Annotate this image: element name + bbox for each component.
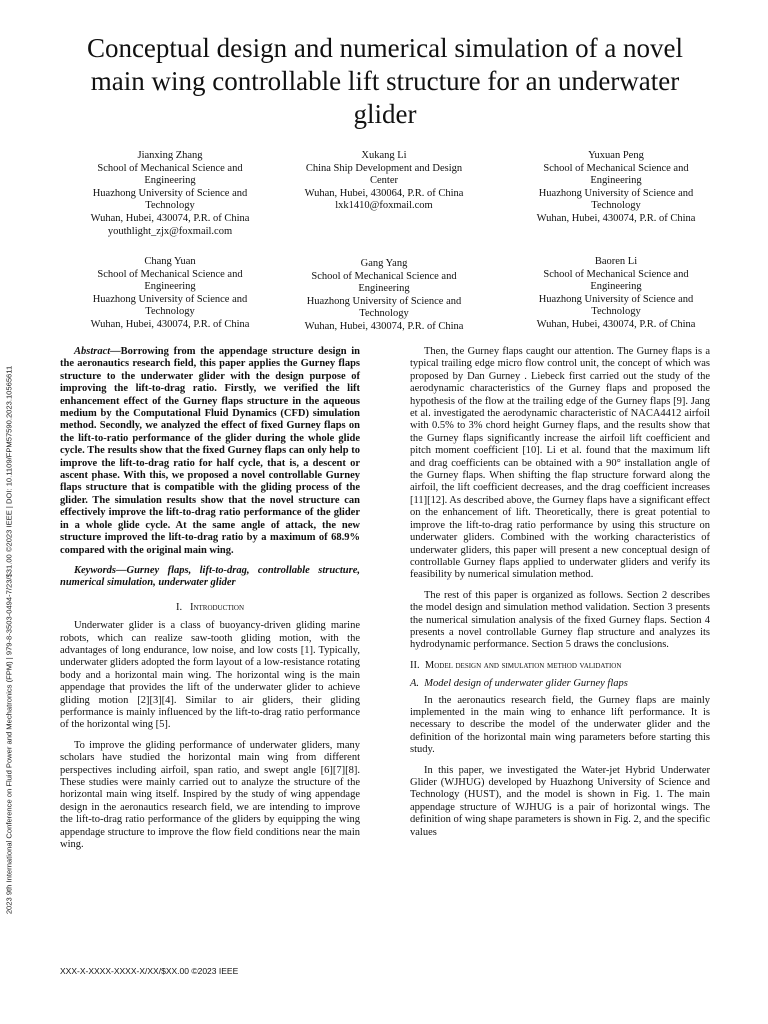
author-name: Yuxuan Peng bbox=[588, 150, 644, 161]
author-affiliation-line: China Ship Development and Design bbox=[305, 162, 463, 174]
author-affiliation-line: School of Mechanical Science and bbox=[97, 162, 243, 174]
section-number: I. bbox=[175, 601, 183, 613]
section-title: Model design and simulation method validation bbox=[424, 659, 622, 671]
author-affiliation-line: Technology bbox=[145, 200, 195, 212]
author-affiliation-line: School of Mechanical Science and bbox=[97, 268, 243, 280]
author-affiliation-line: School of Mechanical Science and bbox=[543, 268, 689, 280]
author-affiliation-line: Wuhan, Hubei, 430074, P.R. of China bbox=[536, 318, 696, 330]
body-paragraph: The rest of this paper is organized as follows. Section 2 describes the model design and simulation method validation. Section 3 presents the numerical simulation analysis of the fixed Gurney flaps. Section 4 presents a novel controllable Gurney flap structure and analyzes its hydrodynamic performance. Section 5 draws the conclusions. bbox=[410, 589, 710, 651]
body-paragraph: To improve the gliding performance of underwater gliders, many scholars have studied the horizontal main wing from different perspectives including airfoil, span ratio, and swept angle [6][7][8]. These studies were mainly carried out to analyze the structure of the horizontal main wing itself. Inspired by the study of wing appendage design in the aeronautics research field, we are intending to improve the lift-to-drag ratio performance of the gliders by equipping the wing appendage structure to improve the flow field conditions near the main wing. bbox=[60, 739, 360, 851]
author-affiliation-line: Huazhong University of Science and bbox=[538, 187, 694, 199]
author-affiliation-line: Technology bbox=[359, 308, 409, 320]
section-heading-introduction bbox=[60, 602, 360, 614]
author-email: youthlight_zjx@foxmail.com bbox=[107, 225, 233, 237]
author-affiliation-line: Technology bbox=[591, 200, 641, 212]
author-affiliation-line: Huazhong University of Science and bbox=[92, 293, 248, 305]
author-affiliation-line: School of Mechanical Science and bbox=[311, 270, 457, 282]
author-affiliation-line: Engineering bbox=[144, 175, 196, 187]
author-affiliation-line: Engineering bbox=[590, 175, 642, 187]
author-affiliation-line: Engineering bbox=[144, 281, 196, 293]
subsection-title: Model design of underwater glider Gurney flaps bbox=[424, 678, 628, 690]
right-column bbox=[410, 346, 710, 847]
paper-title: Conceptual design and numerical simulation of a novel main wing controllable lift structure for an underwater glider bbox=[86, 33, 684, 129]
author-email: lxk1410@foxmail.com bbox=[335, 200, 433, 212]
body-paragraph: Underwater glider is a class of buoyancy-driven gliding marine robots, which can realize saw-tooth gliding motion, with the advantages of long endurance, low noise, and low costs [1]. Typically, underwater gliders adopted the form layout of a low-resistance rotating body and a horizontal main wing. The horizontal wing is the main appendage that provides the lift of the underwater glider to achieve gliding motion [2][3][4]. Similar to air gliders, their gliding performance is mainly influenced by the lift-to-drag ratio performance of the horizontal wing [5]. bbox=[60, 620, 360, 731]
author-affiliation-line: School of Mechanical Science and bbox=[543, 162, 689, 174]
author-affiliation-line: Huazhong University of Science and bbox=[538, 293, 694, 305]
abstract-label: Abstract bbox=[74, 346, 111, 357]
author-name: Baoren Li bbox=[594, 256, 638, 267]
conference-sidebar-text: 2023 9th International Conference on Fluid Power and Mechatronics (FPM) | 979-8-3503-0494-7/23/$31.00 ©2023 IEEE | DOI: 10.1109/FPM57590.2023.10565611 bbox=[4, 365, 14, 915]
section-title: Introduction bbox=[189, 601, 245, 613]
author-block-2 bbox=[274, 150, 494, 213]
subsection-heading bbox=[410, 678, 710, 690]
author-affiliation-line: Wuhan, Hubei, 430074, P.R. of China bbox=[304, 320, 464, 332]
author-affiliation-line: Wuhan, Hubei, 430064, P.R. of China bbox=[304, 187, 464, 199]
left-column bbox=[60, 346, 360, 859]
keywords-label: Keywords bbox=[74, 564, 116, 576]
author-name: Chang Yuan bbox=[144, 256, 196, 267]
abstract-text: —Borrowing from the appendage structure design in the aeronautics research field, this paper applies the Gurney flaps structure to the underwater glider with the design purpose of improving the lift-to-drag ratio. Firstly, we verified the lift enhancement effect of the Gurney flaps structure in the aqueous medium by the Computational Fluid Dynamics (CFD) simulation method. Secondly, we analyzed the effect of fixed Gurney flaps on the lift-to-ratio performance of the glider during the whole glide cycle. The results show that the fixed Gurney flaps can only help to improve the lift-to-drag ratio for half cycle, that is, a descent or ascent phase. With this, we proposed a novel controllable Gurney flaps structure that is compatible with the gliding process of the glider. The simulation results show that the novel structure can effectively improve the lift-to-drag ratio performance of the glider in a whole glide cycle. At the same angle of attack, the new structure improved the lift-to-drag ratio by a maximum of 68.9% compared with the original main wing. bbox=[60, 346, 360, 556]
author-block-5 bbox=[274, 258, 494, 334]
author-affiliation-line: Wuhan, Hubei, 430074, P.R. of China bbox=[536, 212, 696, 224]
body-paragraph: Then, the Gurney flaps caught our attention. The Gurney flaps is a typical trailing edge micro flow control unit, the concept of which was proposed by Dan Gurney . Liebeck first carried out the study of the aerodynamic characteristics of the Gurney flaps and proposed the hypothesis of the flow at the trailing edge of the Gurney flaps [9]. Jang et al. investigated the aerodynamic characteristic of NACA4412 airfoil with 0.5% to 3% chord height Gurney flaps, and the results show that the Gurney flaps significantly increase the airfoil lift coefficient and pitch moment coefficient [10]. Li et al. found that the maximum lift and drag coefficients can be obtained with a 90° installation angle of the Gurney flaps. When shifting the flap structure forward along the airfoil, the lift coefficient decreases, and the drag coefficient increases [11][12]. As described above, the Gurney flaps have a significant effect on the enhancement of lift. Theoretically, there is great potential to improve the lift-to-drag ratio performance by using this structure on underwater gliders. Combined with the working characteristics of underwater gliders, this paper will present a new conceptual design of controllable Gurney flaps applied to underwater gliders and verify its feasibility by numerical simulation method. bbox=[410, 346, 710, 581]
author-name: Jianxing Zhang bbox=[137, 150, 203, 161]
author-affiliation-line: Technology bbox=[591, 306, 641, 318]
author-affiliation-line: Engineering bbox=[590, 281, 642, 293]
body-paragraph: In the aeronautics research field, the Gurney flaps are mainly implemented in the main wing to enhance lift performance. It is necessary to describe the model of the underwater glider and the definition of the horizontal main wing parameters before starting this study. bbox=[410, 694, 710, 756]
section-heading-model-design bbox=[410, 660, 710, 672]
author-name: Gang Yang bbox=[360, 258, 408, 269]
abstract-paragraph bbox=[60, 346, 360, 557]
keywords-paragraph bbox=[60, 565, 360, 590]
author-block-3 bbox=[506, 150, 726, 226]
author-name: Xukang Li bbox=[361, 150, 407, 161]
author-affiliation-line: Wuhan, Hubei, 430074, P.R. of China bbox=[90, 318, 250, 330]
author-affiliation-line: Huazhong University of Science and bbox=[92, 187, 248, 199]
author-affiliation-line: Technology bbox=[145, 306, 195, 318]
section-number: II. bbox=[410, 659, 420, 671]
author-block-6 bbox=[506, 256, 726, 332]
body-paragraph: In this paper, we investigated the Water-jet Hybrid Underwater Glider (WJHUG) developed by Huazhong University of Science and Technology (HUST), and the model is shown in Fig. 1. The main appendage structure of WJHUG is a pair of horizontal wings. The definition of wing shape parameters is shown in Fig. 2, and the specific values bbox=[410, 764, 710, 838]
author-affiliation-line: Center bbox=[370, 175, 398, 187]
author-affiliation-line: Wuhan, Hubei, 430074, P.R. of China bbox=[90, 212, 250, 224]
copyright-footer: XXX-X-XXXX-XXXX-X/XX/$XX.00 ©2023 IEEE bbox=[60, 966, 239, 976]
keywords-text: —Gurney flaps, lift-to-drag, controllable structure, numerical simulation, underwater glider bbox=[60, 564, 360, 589]
author-affiliation-line: Engineering bbox=[358, 283, 410, 295]
author-block-4 bbox=[60, 256, 280, 332]
subsection-number: A. bbox=[410, 678, 420, 690]
conference-sidebar bbox=[2, 300, 16, 980]
author-block-1 bbox=[60, 150, 280, 238]
author-affiliation-line: Huazhong University of Science and bbox=[306, 295, 462, 307]
